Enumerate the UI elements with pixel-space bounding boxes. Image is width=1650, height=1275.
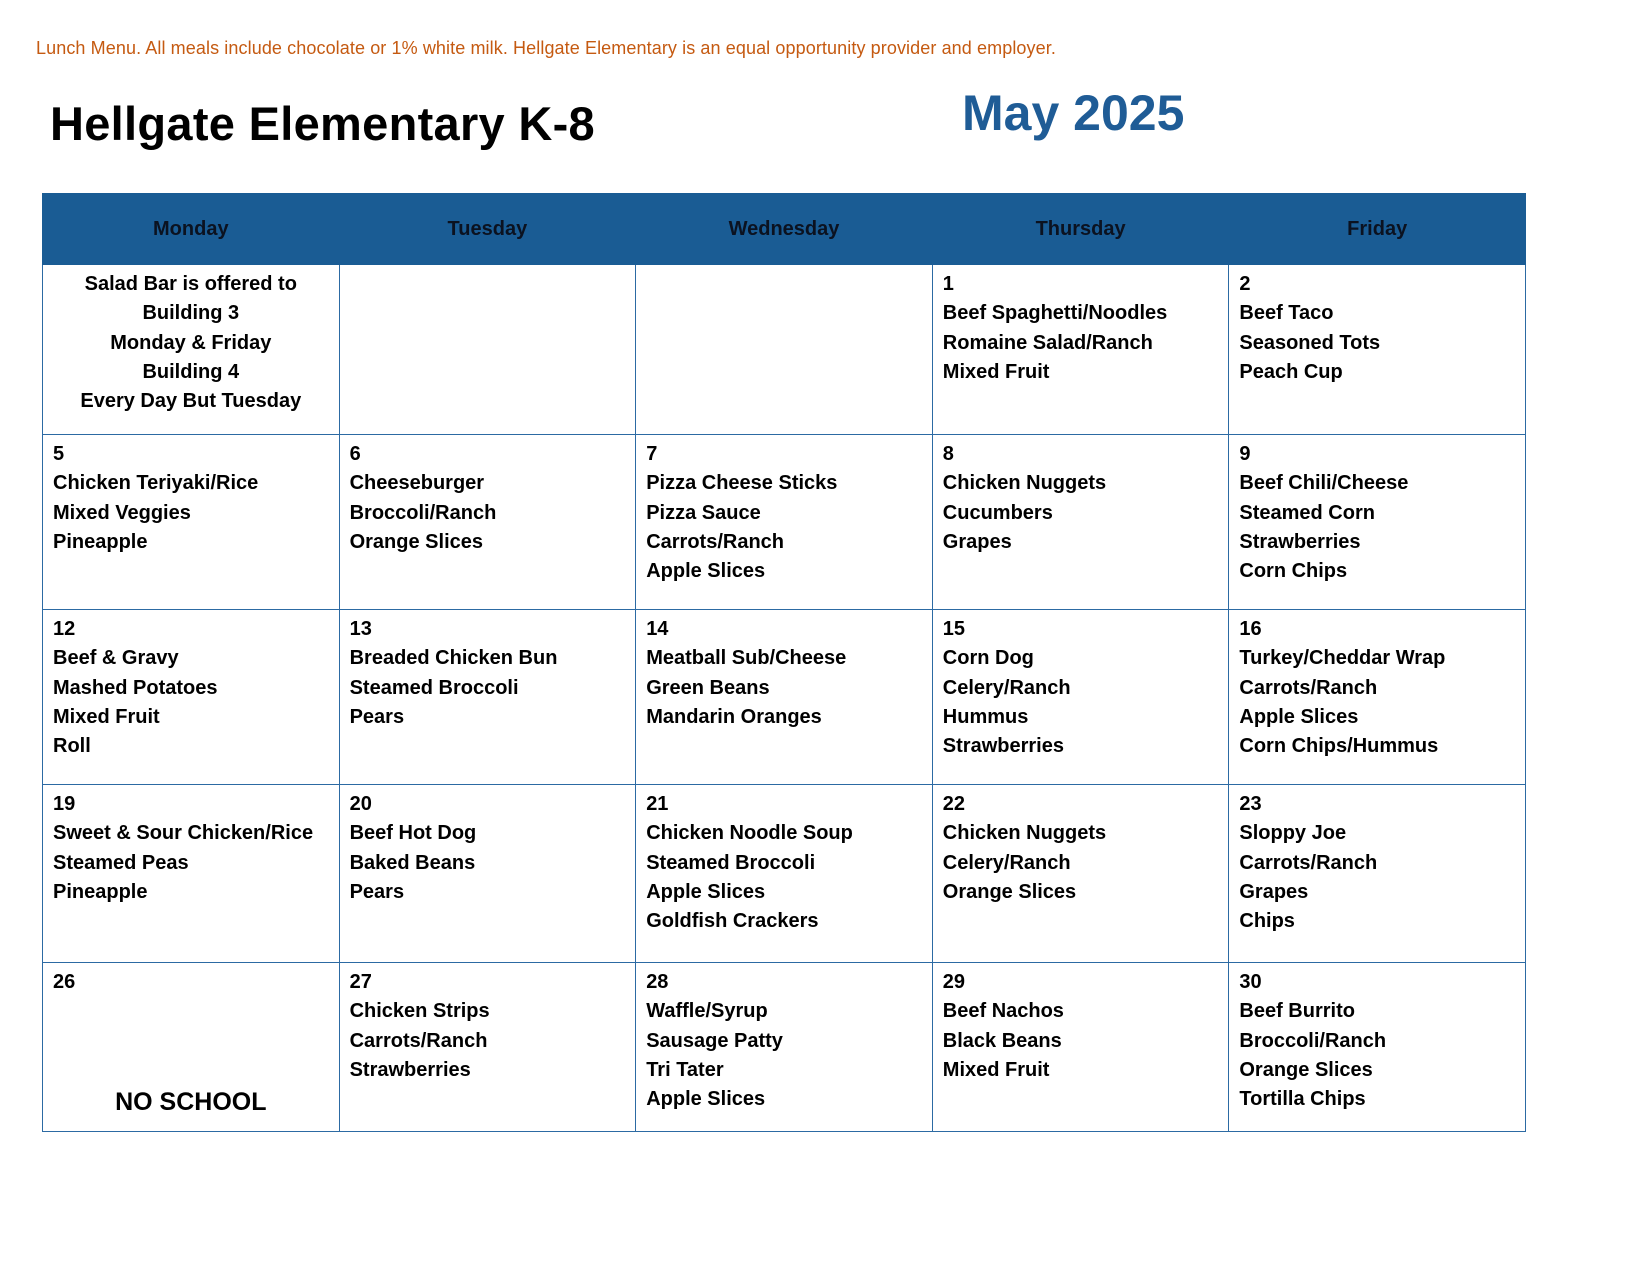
menu-item: Pizza Cheese Sticks [646,472,838,495]
salad-bar-info [53,270,329,416]
menu-item: Beef Hot Dog [349,822,477,845]
menu-item: Chicken Strips [349,1000,490,1023]
menu-item: Broccoli/Ranch [1239,1029,1387,1052]
day-number: 14 [646,618,669,640]
menu-item: Cucumbers [942,501,1053,524]
day-cell [932,265,1229,435]
day-cell [43,610,340,785]
week-row [43,785,1526,963]
day-number: 12 [53,618,76,640]
info-line: Building 3 [142,302,240,325]
day-number: 28 [646,971,669,993]
menu-item: Meatball Sub/Cheese [646,647,847,670]
menu-item: Pears [349,880,405,903]
menu-item: Orange Slices [942,880,1077,903]
day-cell [1229,265,1526,435]
menu-item: Strawberries [1239,530,1361,553]
day-cell [932,435,1229,610]
day-cell [339,610,636,785]
day-cell [43,963,340,1132]
weekday-header-monday: Monday [43,194,340,265]
menu-item: Turkey/Cheddar Wrap [1239,647,1446,670]
menu-item: Hummus [942,705,1029,728]
menu-item: Steamed Corn [1239,501,1375,524]
menu-item: Steamed Peas [53,851,189,874]
menu-item: Carrots/Ranch [646,530,784,553]
menu-item: Corn Chips/Hummus [1239,735,1439,758]
menu-item: Pineapple [53,530,148,553]
empty-day-cell [339,265,636,435]
menu-item: Beef & Gravy [53,647,179,670]
day-cell [1229,435,1526,610]
school-title: Hellgate Elementary K-8 [50,97,595,150]
menu-item: Celery/Ranch [942,851,1071,874]
menu-item: Mashed Potatoes [53,676,218,699]
menu-item: Apple Slices [1239,705,1359,728]
day-cell [636,963,933,1132]
day-number: 29 [942,971,966,993]
menu-item: Beef Nachos [942,1000,1064,1023]
month-title: May 2025 [962,85,1185,141]
menu-item: Strawberries [349,1058,471,1081]
menu-item: Pizza Sauce [646,501,761,524]
menu-item: Broccoli/Ranch [349,501,497,524]
day-number: 7 [646,443,658,465]
menu-item: Corn Dog [942,647,1034,670]
lunch-calendar [42,193,1526,1132]
day-number: 2 [1239,273,1251,295]
day-number: 26 [53,971,76,993]
weekday-header-thursday: Thursday [932,194,1229,265]
menu-item: Beef Taco [1239,302,1334,325]
menu-item: Goldfish Crackers [646,910,819,933]
day-number: 5 [53,443,65,465]
day-cell [636,435,933,610]
menu-item: Mixed Fruit [942,1058,1050,1081]
menu-item: Seasoned Tots [1239,331,1381,354]
menu-item: Corn Chips [1239,560,1348,583]
menu-item: Mandarin Oranges [646,705,822,728]
day-cell [1229,785,1526,963]
menu-item: Chicken Noodle Soup [646,822,853,845]
menu-item: Sweet & Sour Chicken/Rice [53,822,314,845]
weekday-header-friday: Friday [1229,194,1526,265]
day-cell [43,785,340,963]
day-cell [932,963,1229,1132]
menu-item: Steamed Broccoli [646,851,816,874]
menu-item: Beef Spaghetti/Noodles [942,302,1168,325]
day-number: 1 [942,273,954,295]
menu-item: Green Beans [646,676,770,699]
menu-item: Mixed Fruit [53,705,160,728]
menu-item: Chicken Nuggets [942,472,1107,495]
info-line: Monday & Friday [110,331,272,354]
menu-item: Breaded Chicken Bun [349,647,558,670]
menu-item: Mixed Veggies [53,501,191,524]
day-number: 19 [53,793,76,815]
salad-bar-info-cell [43,265,340,435]
day-number: 16 [1239,618,1262,640]
day-number: 20 [349,793,372,815]
menu-item: Strawberries [942,735,1064,758]
week-row [43,265,1526,435]
menu-item: Orange Slices [349,530,483,553]
day-cell [1229,610,1526,785]
day-cell [339,963,636,1132]
menu-item: Sausage Patty [646,1029,783,1052]
menu-item: Apple Slices [646,880,766,903]
week-row [43,610,1526,785]
info-line: Salad Bar is offered to [84,273,297,295]
day-cell [339,785,636,963]
menu-item: Peach Cup [1239,360,1343,383]
day-cell [636,785,933,963]
menu-item: Sloppy Joe [1239,822,1347,845]
menu-item: Waffle/Syrup [646,1000,768,1023]
menu-item: Pineapple [53,880,148,903]
menu-item: Baked Beans [349,851,476,874]
menu-item: Cheeseburger [349,472,485,495]
menu-item: Carrots/Ranch [1239,851,1378,874]
day-number: 8 [942,443,954,465]
info-line: Every Day But Tuesday [80,390,302,413]
menu-item: Black Beans [942,1029,1062,1052]
menu-item: Grapes [1239,880,1309,903]
menu-item: Chips [1239,910,1295,933]
day-number: 30 [1239,971,1262,993]
day-number: 15 [942,618,966,640]
menu-item: Carrots/Ranch [1239,676,1378,699]
day-cell [636,610,933,785]
no-school-notice: NO SCHOOL [115,1087,267,1116]
day-cell [932,785,1229,963]
weekday-header-tuesday: Tuesday [339,194,636,265]
menu-item: Apple Slices [646,1088,766,1111]
menu-item: Grapes [942,530,1012,553]
info-line: Building 4 [142,360,240,383]
weekday-header-row [43,194,1526,265]
menu-item: Roll [53,735,91,758]
day-cell [932,610,1229,785]
week-row [43,963,1526,1132]
menu-item: Romaine Salad/Ranch [942,331,1153,354]
day-number: 13 [349,618,372,640]
menu-item: Orange Slices [1239,1058,1373,1081]
day-cell [43,435,340,610]
menu-item: Apple Slices [646,560,766,583]
menu-item: Steamed Broccoli [349,676,519,699]
day-number: 27 [349,971,372,993]
day-number: 23 [1239,793,1262,815]
weekday-header-wednesday: Wednesday [636,194,933,265]
menu-item: Carrots/Ranch [349,1029,488,1052]
day-number: 6 [349,443,361,465]
week-row [43,435,1526,610]
menu-item: Mixed Fruit [942,360,1050,383]
day-number: 21 [646,793,669,815]
day-number: 9 [1239,443,1251,465]
menu-item: Beef Burrito [1239,1000,1355,1023]
menu-item: Chicken Nuggets [942,822,1107,845]
day-number: 22 [942,793,966,815]
menu-note: Lunch Menu. All meals include chocolate or 1% white milk. Hellgate Elementary is an equal opportunity provider and employer. [36,38,1056,58]
menu-item: Chicken Teriyaki/Rice [53,472,259,495]
day-cell [1229,963,1526,1132]
menu-item: Beef Chili/Cheese [1239,472,1409,495]
menu-item: Celery/Ranch [942,676,1071,699]
day-cell [339,435,636,610]
menu-item: Pears [349,705,405,728]
menu-item: Tortilla Chips [1239,1088,1366,1111]
empty-day-cell [636,265,933,435]
menu-item: Tri Tater [646,1058,724,1081]
